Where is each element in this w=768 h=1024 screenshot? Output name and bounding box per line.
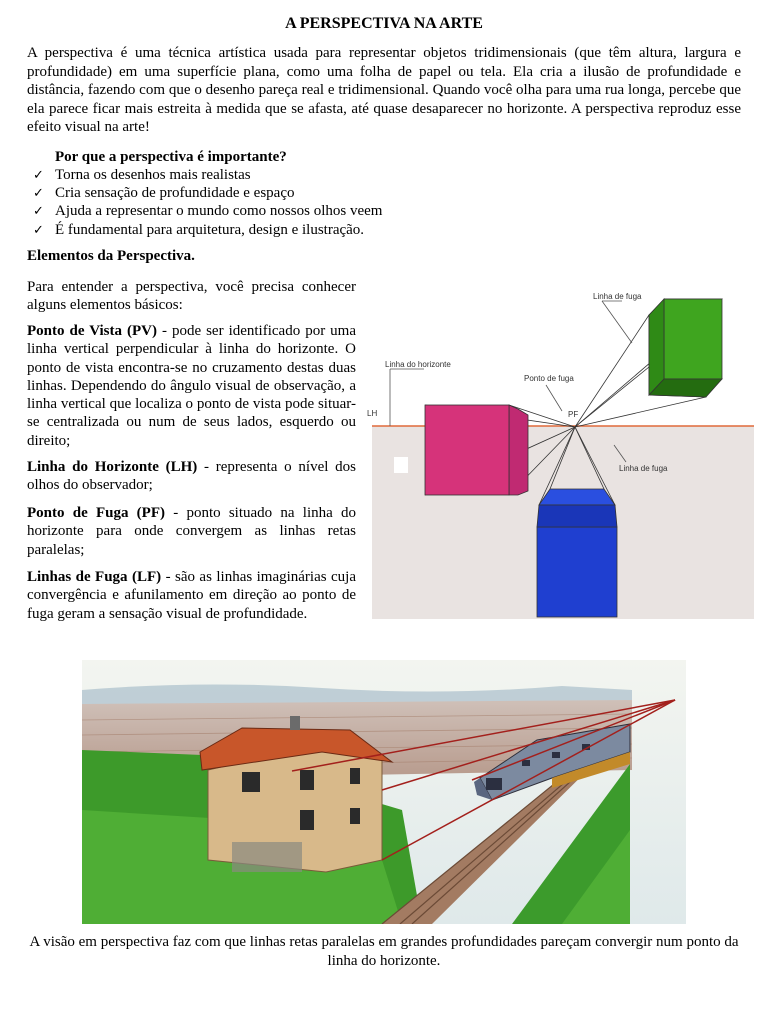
elements-intro: Para entender a perspectiva, você precisa conhecer alguns elementos básicos: bbox=[27, 279, 356, 314]
why-heading: Por que a perspectiva é importante? bbox=[55, 149, 287, 165]
pf-definition: Ponto de Fuga (PF) - ponto situado na linha do horizonte para onde convergem as linhas retas paralelas; bbox=[27, 505, 356, 558]
check-icon: ✓ bbox=[33, 185, 44, 201]
pv-term: Ponto de Vista (PV) bbox=[27, 323, 157, 339]
why-list bbox=[33, 166, 382, 239]
illustration-caption: A visão em perspectiva faz com que linhas retas paralelas em grandes profundidades pareçam convergir num ponto da linha do horizonte. bbox=[29, 934, 739, 969]
green-cube bbox=[649, 299, 722, 397]
blue-cube bbox=[537, 489, 617, 617]
label-lh: LH bbox=[367, 409, 378, 418]
lh-definition: Linha do Horizonte (LH) - representa o nível dos olhos do observador; bbox=[27, 459, 357, 494]
lh-term: Linha do Horizonte (LH) bbox=[27, 459, 198, 475]
intro-paragraph: A perspectiva é uma técnica artística usada para representar objetos tridimensionais (que têm altura, largura e profundidade) em uma superfície plana, como uma folha de papel ou tela. Ela cria a ilusão de profundidade e distância, fazendo com que o desenho pareça real e tridimensional. Quando você olha para uma rua longa, percebe que ela parece ficar mais estreita à medida que se afasta, até quase desaparecer no horizonte. A perspectiva reproduz esse efeito visual na arte! bbox=[27, 45, 741, 135]
label-linha-fuga-bottom: Linha de fuga bbox=[619, 464, 668, 473]
check-icon: ✓ bbox=[33, 167, 44, 182]
list-item: ✓ Ajuda a representar o mundo como nossos olhos veem bbox=[33, 203, 383, 220]
perspective-diagram bbox=[364, 269, 754, 619]
check-icon: ✓ bbox=[33, 203, 44, 219]
house-train-illustration bbox=[82, 660, 686, 924]
list-item: ✓ Torna os desenhos mais realistas bbox=[33, 167, 251, 183]
elements-heading: Elementos da Perspectiva. bbox=[27, 248, 195, 264]
label-ponto-fuga: Ponto de fuga bbox=[524, 374, 574, 383]
magenta-cube bbox=[425, 405, 528, 495]
lf-term: Linhas de Fuga (LF) bbox=[27, 569, 162, 585]
page-title: A PERSPECTIVA NA ARTE bbox=[285, 15, 483, 32]
list-item: ✓ Cria sensação de profundidade e espaço bbox=[33, 185, 295, 202]
label-linha-fuga-top: Linha de fuga bbox=[593, 292, 642, 301]
check-icon: ✓ bbox=[33, 221, 44, 237]
label-pf: PF bbox=[568, 410, 579, 419]
label-linha-horizonte: Linha do horizonte bbox=[385, 360, 451, 369]
list-item: ✓ É fundamental para arquitetura, design e ilustração. bbox=[33, 221, 365, 238]
pf-term: Ponto de Fuga (PF) bbox=[27, 505, 165, 521]
pv-definition: Ponto de Vista (PV) - pode ser identificado por uma linha vertical perpendicular à linha do horizonte. O ponto de vista encontra-se no cruzamento destas duas linhas. Dependendo do ângulo visual de observação, a linha vertical que localiza o ponto de vista pode situar-se centralizada ou num de seus lados, esquerdo ou direito; bbox=[27, 323, 356, 449]
lf-definition: Linhas de Fuga (LF) - são as linhas imaginárias cuja convergência e afunilamento em direção ao ponto de fuga geram a sensação visual de profundidade. bbox=[27, 569, 357, 622]
